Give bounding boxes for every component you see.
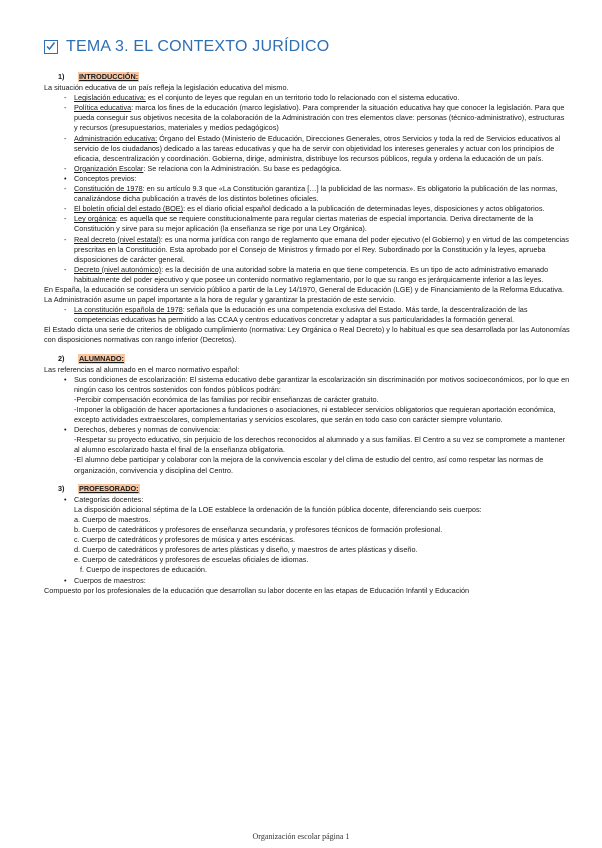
paragraph: La situación educativa de un país refleja la legislación educativa del mismo. (44, 83, 289, 93)
term: Organización Escolar (74, 163, 144, 173)
section-heading-alumnado (58, 354, 570, 364)
body-line: a. Cuerpo de maestros. (74, 514, 151, 524)
item-lead: • Categorías docentes: (74, 494, 144, 504)
term: El boletín oficial del estado (BOE) (74, 204, 184, 214)
body-line: d. Cuerpo de catedráticos y profesores de artes plásticas y diseño, y maestros de artes plásticas y diseño. (74, 545, 418, 555)
section-label: PROFESORADO: (79, 483, 139, 493)
definitions-list (50, 93, 570, 174)
checkbox-icon (44, 40, 58, 54)
list-item (74, 164, 570, 174)
section-heading-profesorado (58, 484, 570, 494)
item-line: -Percibir compensación económica de las familias por recibir enseñanzas de carácter gratuito. (74, 394, 379, 404)
item-line: -Respetar su proyecto educativo, sin perjuicio de los derechos reconocidos al alumnado y a sus familias. El Centro a su vez se compromete a mantener al alumno escolarizado hasta el final de la enseñanza obligatoria. (74, 435, 566, 455)
page-title: TEMA 3. EL CONTEXTO JURÍDICO (66, 38, 330, 55)
body-line: f. Cuerpo de inspectores de educación. (80, 565, 207, 575)
term-text: : Se relaciona con la Administración. Su base es pedagógica. (143, 163, 342, 173)
paragraph: En España, la educación se considera un servicio público a partir de la Ley 14/1970, General de Educación (LGE) y de Financiamiento de la Reforma Educativa. La Administración asume un papel importante a la hora de regular y garantizar la prestación de este servicio. (44, 284, 565, 305)
item-text: : El sistema educativo debe garantizar la escolarización sin discriminación por motivos socioeconómicos, por lo que en ningún caso los centros sostenidos con fondos públicos podrán: (74, 374, 570, 394)
list-item (74, 134, 570, 164)
list-item (74, 265, 570, 285)
term-text: : marca los fines de la educación (marco legislativo). Para comprender la situación educativa hay que conocer la legislación. Para que pueda conseguir sus objetivos necesita de la colaboración de la Administración con tres elementos clave: personas (técnico-administrativo), estructuras y recursos (presupuestarios, materiales y medios pedagógicos) (74, 103, 565, 133)
body-line: b. Cuerpo de catedráticos y profesores de enseñanza secundaria, y profesores técnicos de formación profesional. (74, 525, 443, 535)
term: Política educativa (74, 103, 132, 113)
list-item (74, 425, 570, 475)
term: Administración educativa: (74, 133, 158, 143)
section-label: INTRODUCCIÓN: (79, 72, 139, 81)
item-line: -Imponer la obligación de hacer aportaciones a fundaciones o asociaciones, ni establecer servicios obligatorios que requieran aportación económica, excepto actividades extraescolares, complementarias y servicios escolares, que serán en todo caso con carácter siempre voluntario. (74, 405, 556, 425)
list-item: • Conceptos previos: (74, 174, 570, 184)
profesorado-list (50, 495, 570, 586)
section-label: ALUMNADO: (79, 353, 124, 363)
section-number: 1) (58, 72, 65, 81)
section-number: 2) (58, 353, 65, 363)
alumnado-list (50, 375, 570, 476)
constitution-list (50, 305, 570, 325)
term: Ley orgánica (74, 214, 116, 224)
term-text: : en su artículo 9.3 que «La Constitución garantiza […] la publicidad de las normas». Es obligatorio la publicación de las normas, canalizándose dicha publicación a través de los distintos boletines oficiales. (74, 184, 558, 204)
item-lead: Derechos, deberes y normas de convivencia (74, 425, 218, 435)
section-heading-introduccion (58, 72, 570, 82)
term: Decreto (nivel autonómico) (74, 264, 162, 274)
list-item (74, 184, 570, 204)
body-line: e. Cuerpo de catedráticos y profesores de escuelas oficiales de idiomas. (74, 555, 309, 565)
list-item (74, 375, 570, 425)
paragraph: El Estado dicta una serie de criterios de obligado cumplimiento (normativa: Ley Orgánica o Real Decreto) y lo habitual es que sea desarrollada por las Autonomías con disposiciones normativas con rango inferior (Decretos). (44, 325, 570, 345)
paragraph: Las referencias al alumnado en el marco normativo español: (44, 364, 240, 374)
item-line: La disposición adicional séptima de la LOE establece la ordenación de la función pública docente, diferenciando seis cuerpos: (74, 504, 482, 514)
term-text: : es el diario oficial español dedicado a la publicación de determinadas leyes, disposiciones y actos obligatorios. (183, 204, 545, 214)
term-text: : es una norma jurídica con rango de reglamento que emana del poder ejecutivo (el Gobierno) y en virtud de las competencias prescritas en la Constitución. Esta aprobado por el Consejo de Ministros y firmado por el Rey. Subordinado por la Constitución y la leyes, aprueba disposiciones de carácter general. (74, 234, 569, 264)
item-lead: Sus condiciones de escolarización (74, 374, 186, 384)
concepts-list (50, 184, 570, 285)
item-line: -El alumno debe participar y colaborar con la mejora de la convivencia escolar y del clima de estudio del centro, así como respetar las normas de organización, convivencia y disciplina del Centro. (74, 455, 544, 475)
item-text: : (218, 425, 221, 435)
term-text: es el conjunto de leyes que regulan en un territorio todo lo relacionado con el sistema educativo. (145, 93, 460, 103)
term: La constitución española de 1978 (74, 305, 183, 315)
term-text: : es aquella que se requiere constitucionalmente para regular ciertas materias de especial importancia. Deriva directamente de la Constitución y sirve para su mejor aplicación (la enseñanza se rige por una Ley Orgánica). (74, 214, 534, 234)
term: Legislación educativa: (74, 93, 146, 103)
list-item: • Cuerpos de maestros: (74, 576, 570, 586)
list-item (74, 235, 570, 265)
term-text: Órgano del Estado (Ministerio de Educación, Direcciones Generales, otros Servicios y toda la red de Servicios educativos al servicio de los ciudadanos) dedicado a las tareas educativas y que ha de servir con objetividad los intereses generales y actuar con los principios de eficacia, descentralización y coordinación. Gobierna, dirige, administra, distribuye los recursos públicos, regula y ordena la educación de un país. (74, 133, 561, 163)
list-item (74, 495, 570, 576)
page-footer: Organización escolar página 1 (252, 832, 350, 841)
list-item (74, 103, 570, 133)
term: Real decreto (nivel estatal) (74, 234, 161, 244)
document-body (44, 70, 570, 596)
list-item (74, 204, 570, 214)
list-item (74, 93, 570, 103)
concepts-heading-list (50, 174, 570, 184)
title-row (44, 38, 329, 56)
term-text: : es la decisión de una autoridad sobre la materia en que tiene competencia. Es un tipo de acto administrativo emanado habitualmente del poder ejecutivo y que posee un contenido normativo reglamentario, por lo que su rango es jerárquicamente inferior a las leyes. (74, 264, 549, 284)
paragraph: Compuesto por los profesionales de la educación que desarrollan su labor docente en las etapas de Educación Infantil y Educación (44, 585, 470, 595)
body-line: c. Cuerpo de catedráticos y profesores de música y artes escénicas. (74, 535, 296, 545)
section-number: 3) (58, 483, 65, 493)
list-item (74, 214, 570, 234)
list-item (74, 305, 570, 325)
term-text: : señala que la educación es una competencia exclusiva del Estado. Más tarde, la descentralización de las competencias educativas ha permitido a las CCAA y centros educativos concretar y adaptar a sus particularidades la formación general. (74, 305, 528, 325)
term: Constitución de 1978 (74, 184, 143, 194)
